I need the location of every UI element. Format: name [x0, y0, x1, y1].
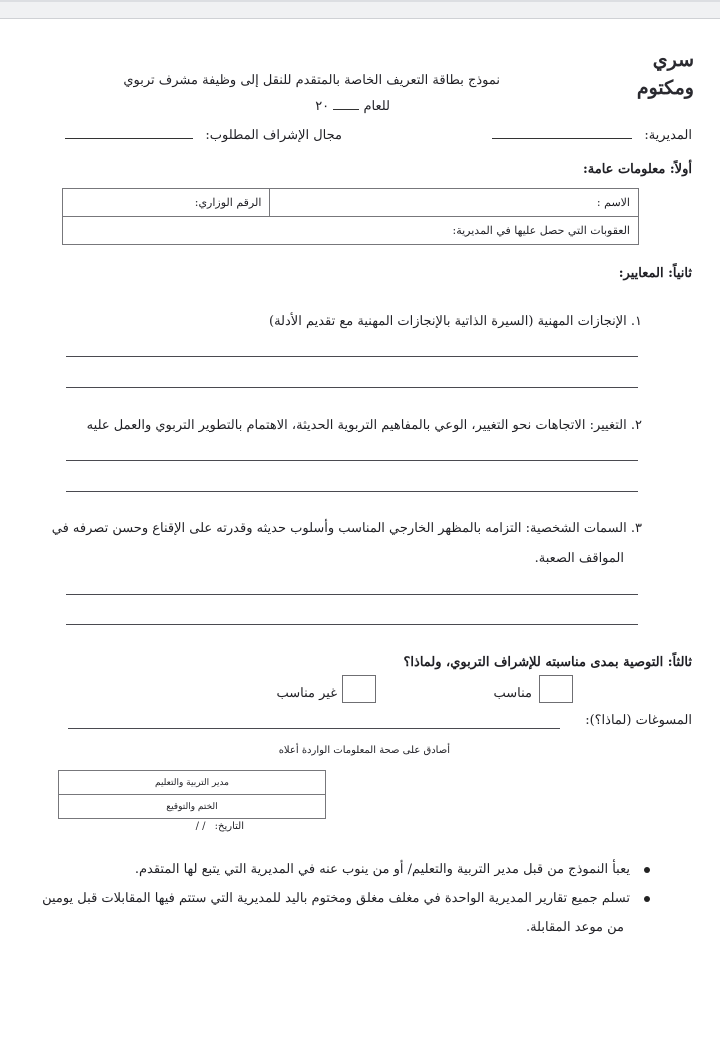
criterion-2: ٢. التغيير: الاتجاهات نحو التغيير، الوعي بالمفاهيم التربوية الحديثة، الاهتمام بالتطوير التربوي والعمل عليه	[86, 418, 642, 433]
note-text: تسلم جميع تقارير المديرية الواحدة في مغلف مغلق ومختوم باليد للمديرية التي ستتم فيها المقابلات قبل يومين	[42, 891, 630, 906]
approval-statement: أصادق على صحة المعلومات الواردة أعلاه	[278, 745, 450, 756]
directorate-input[interactable]	[492, 138, 632, 139]
suitable-checkbox[interactable]	[539, 675, 573, 703]
confidential-stamp	[637, 46, 694, 102]
name-cell[interactable]	[270, 189, 639, 217]
date-label: التاريخ:	[214, 821, 244, 832]
date-placeholder: / /	[195, 821, 206, 832]
supervision-field	[65, 128, 342, 143]
date-field[interactable]	[196, 821, 244, 832]
name-label: الاسم :	[596, 196, 630, 209]
unsuitable-checkbox[interactable]	[342, 675, 376, 703]
criterion-3-continued: المواقف الصعبة.	[534, 551, 624, 566]
viewer-toolbar	[0, 0, 720, 19]
year-label: للعام	[363, 99, 390, 114]
justification-label: المسوغات (لماذا؟):	[585, 713, 692, 728]
year-blank[interactable]	[333, 109, 359, 110]
penalties-cell[interactable]	[63, 217, 639, 245]
justification-input[interactable]	[68, 728, 560, 729]
criterion-1: ١. الإنجازات المهنية (السيرة الذاتية بالإنجازات المهنية مع تقديم الأدلة)	[269, 314, 642, 329]
bullet-icon	[644, 867, 650, 873]
ministry-number-cell[interactable]	[63, 189, 270, 217]
section-general-info-title: أولاً: معلومات عامة:	[582, 162, 692, 177]
form-year	[315, 99, 390, 114]
director-title-cell	[59, 771, 326, 795]
penalties-label: العقوبات التي حصل عليها في المديرية:	[452, 224, 630, 237]
note-continued: من موعد المقابلة.	[525, 920, 624, 935]
year-suffix: ٢٠	[315, 99, 330, 114]
note-text: يعبأ النموذج من قبل مدير التربية والتعليم/ أو من ينوب عنه في المديرية التي يتبع لها المتقدم.	[134, 862, 630, 877]
answer-line[interactable]	[66, 594, 638, 595]
signature-table	[58, 770, 326, 819]
section-recommendation-title: ثالثاً: التوصية بمدى مناسبته للإشراف التربوي، ولماذا؟	[403, 655, 692, 670]
confidential-line-1: سري	[652, 49, 694, 71]
answer-line[interactable]	[66, 356, 638, 357]
note-item	[135, 855, 650, 884]
confidential-line-2: ومكتوم	[636, 77, 694, 99]
criterion-3: ٣. السمات الشخصية: التزامه بالمظهر الخارجي المناسب وأسلوب حديثه وقدرته على الإقناع وحسن تصرفه في	[51, 521, 642, 536]
section-criteria-title: ثانياً: المعايير:	[618, 266, 692, 281]
ministry-number-label: الرقم الوزاري:	[194, 196, 262, 209]
directorate-label: المديرية:	[644, 128, 692, 143]
supervision-field-input[interactable]	[65, 138, 193, 139]
stamp-signature-label: الختم والتوقيع	[166, 801, 218, 812]
general-info-table	[62, 188, 639, 245]
note-item	[42, 884, 650, 913]
bullet-icon	[644, 896, 650, 902]
answer-line[interactable]	[66, 460, 638, 461]
unsuitable-label: غير مناسب	[276, 686, 337, 701]
answer-line[interactable]	[66, 387, 638, 388]
form-title: نموذج بطاقة التعريف الخاصة بالمتقدم للنقل إلى وظيفة مشرف تربوي	[123, 73, 500, 88]
stamp-signature-cell[interactable]	[59, 795, 326, 819]
supervision-field-label: مجال الإشراف المطلوب:	[205, 128, 342, 143]
suitable-label: مناسب	[493, 686, 532, 701]
directorate-field	[492, 128, 692, 143]
director-title: مدير التربية والتعليم	[154, 777, 230, 788]
answer-line[interactable]	[66, 491, 638, 492]
answer-line[interactable]	[66, 624, 638, 625]
